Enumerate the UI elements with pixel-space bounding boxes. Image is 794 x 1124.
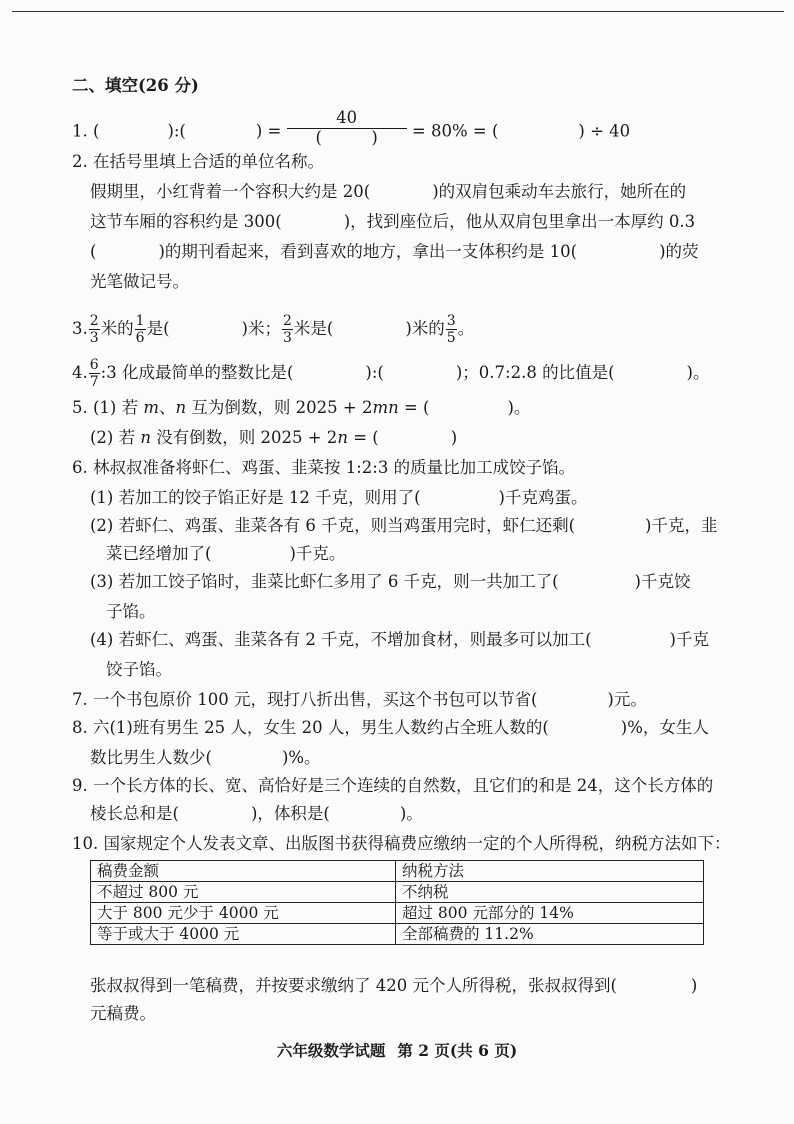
table-cell: 全部稿费的 11.2% [396,924,704,945]
question-4: 4. $\frac{6}{7}$ :3 化成最简单的整数比是( ):( )；0.7:2.8 的比值是( )。 [72,357,710,390]
table-cell: 超过 800 元部分的 14% [396,903,704,924]
footer-page-number: 第 2 页(共 6 页) [397,1041,518,1060]
table-cell: 等于或大于 4000 元 [91,924,396,945]
table-header-cell: 稿费金额 [91,861,396,882]
question-10-prompt: 张叔叔得到一笔稿费，并按要求缴纳了 420 元个人所得税，张叔叔得到( ) [90,976,698,995]
table-cell: 不超过 800 元 [91,882,396,903]
fraction-2-3: $\frac{2}{3}$ [89,313,99,346]
question-6-part-2: (2) 若虾仁、鸡蛋、韭菜各有 6 千克，则当鸡蛋用完时，虾仁还剩( )千克，韭 [90,516,718,535]
table-header-row [91,861,704,882]
table-row [91,903,704,924]
question-6-part-4-cont: 饺子馅。 [106,660,172,679]
question-2-stem: 2. 在括号里填上合适的单位名称。 [72,152,324,171]
question-2-line-4: 光笔做记号。 [90,272,189,291]
fraction-1-6: $\frac{1}{6}$ [135,313,145,346]
question-6-part-3-cont: 子馅。 [106,602,156,621]
question-6-part-1: (1) 若加工的饺子馅正好是 12 千克，则用了( )千克鸡蛋。 [90,488,588,507]
fraction-6-7: $\frac{6}{7}$ [89,357,99,390]
section-title: 二、填空(26 分) [72,76,199,95]
question-2-line-2: 这节车厢的容积约是 300( )，找到座位后，他从双肩包里拿出一本厚约 0.3 [90,212,696,231]
question-6-stem: 6. 林叔叔准备将虾仁、鸡蛋、韭菜按 1:2:3 的质量比加工成饺子馅。 [72,458,576,477]
question-9: 9. 一个长方体的长、宽、高恰好是三个连续的自然数，且它们的和是 24，这个长方体的 [72,776,714,795]
fraction-40-over-blank: $\frac{40}{( )}$ [287,108,407,148]
question-6-part-2-cont: 菜已经增加了( )千克。 [106,544,346,563]
question-3: 3. $\frac{2}{3}$ 米的 $\frac{1}{6}$ 是( )米； $\frac{2}{3}$ 米是( )米的 $\frac{3}{5}$ 。 [72,313,475,346]
table-cell: 不纳税 [396,882,704,903]
question-10-prompt-cont: 元稿费。 [90,1004,156,1023]
table-cell: 大于 800 元少于 4000 元 [91,903,396,924]
question-5-part-2: (2) 若 n 没有倒数，则 2025 + 2n = ( ) [90,428,458,447]
table-row [91,924,704,945]
question-8: 8. 六(1)班有男生 25 人，女生 20 人，男生人数约占全班人数的( )%，女生人 [72,718,709,737]
question-1: 1. ( ):( ) = $\frac{40}{( )}$ = 80% = ( ) ÷ 40 [72,108,631,147]
question-8-cont: 数比男生人数少( )%。 [90,748,321,767]
table-header-cell: 纳税方法 [396,861,704,882]
question-2-line-1: 假期里，小红背着一个容积大约是 20( )的双肩包乘动车去旅行，她所在的 [90,182,687,201]
question-5-part-1: 5. (1) 若 m、n 互为倒数，则 2025 + 2mn = ( )。 [72,398,531,417]
top-rule [12,11,784,12]
tax-table [90,860,704,945]
question-10-stem: 10. 国家规定个人发表文章、出版图书获得稿费应缴纳一定的个人所得税，纳税方法如下： [72,834,731,853]
fraction-2-3: $\frac{2}{3}$ [282,313,292,346]
question-6-part-4: (4) 若虾仁、鸡蛋、韭菜各有 2 千克，不增加食材，则最多可以加工( )千克 [90,630,709,649]
fraction-3-5: $\frac{3}{5}$ [446,313,456,346]
question-2-line-3: ( )的期刊看起来，看到喜欢的地方，拿出一支体积约是 10( )的荧 [90,242,699,261]
question-6-part-3: (3) 若加工饺子馅时，韭菜比虾仁多用了 6 千克，则一共加工了( )千克饺 [90,572,691,591]
page-footer [0,1039,794,1061]
table-row [91,882,704,903]
question-9-cont: 棱长总和是( )，体积是( )。 [90,804,423,823]
footer-subject: 六年级数学试题 [276,1041,386,1060]
question-7: 7. 一个书包原价 100 元，现打八折出售，买这个书包可以节省( )元。 [72,690,647,709]
